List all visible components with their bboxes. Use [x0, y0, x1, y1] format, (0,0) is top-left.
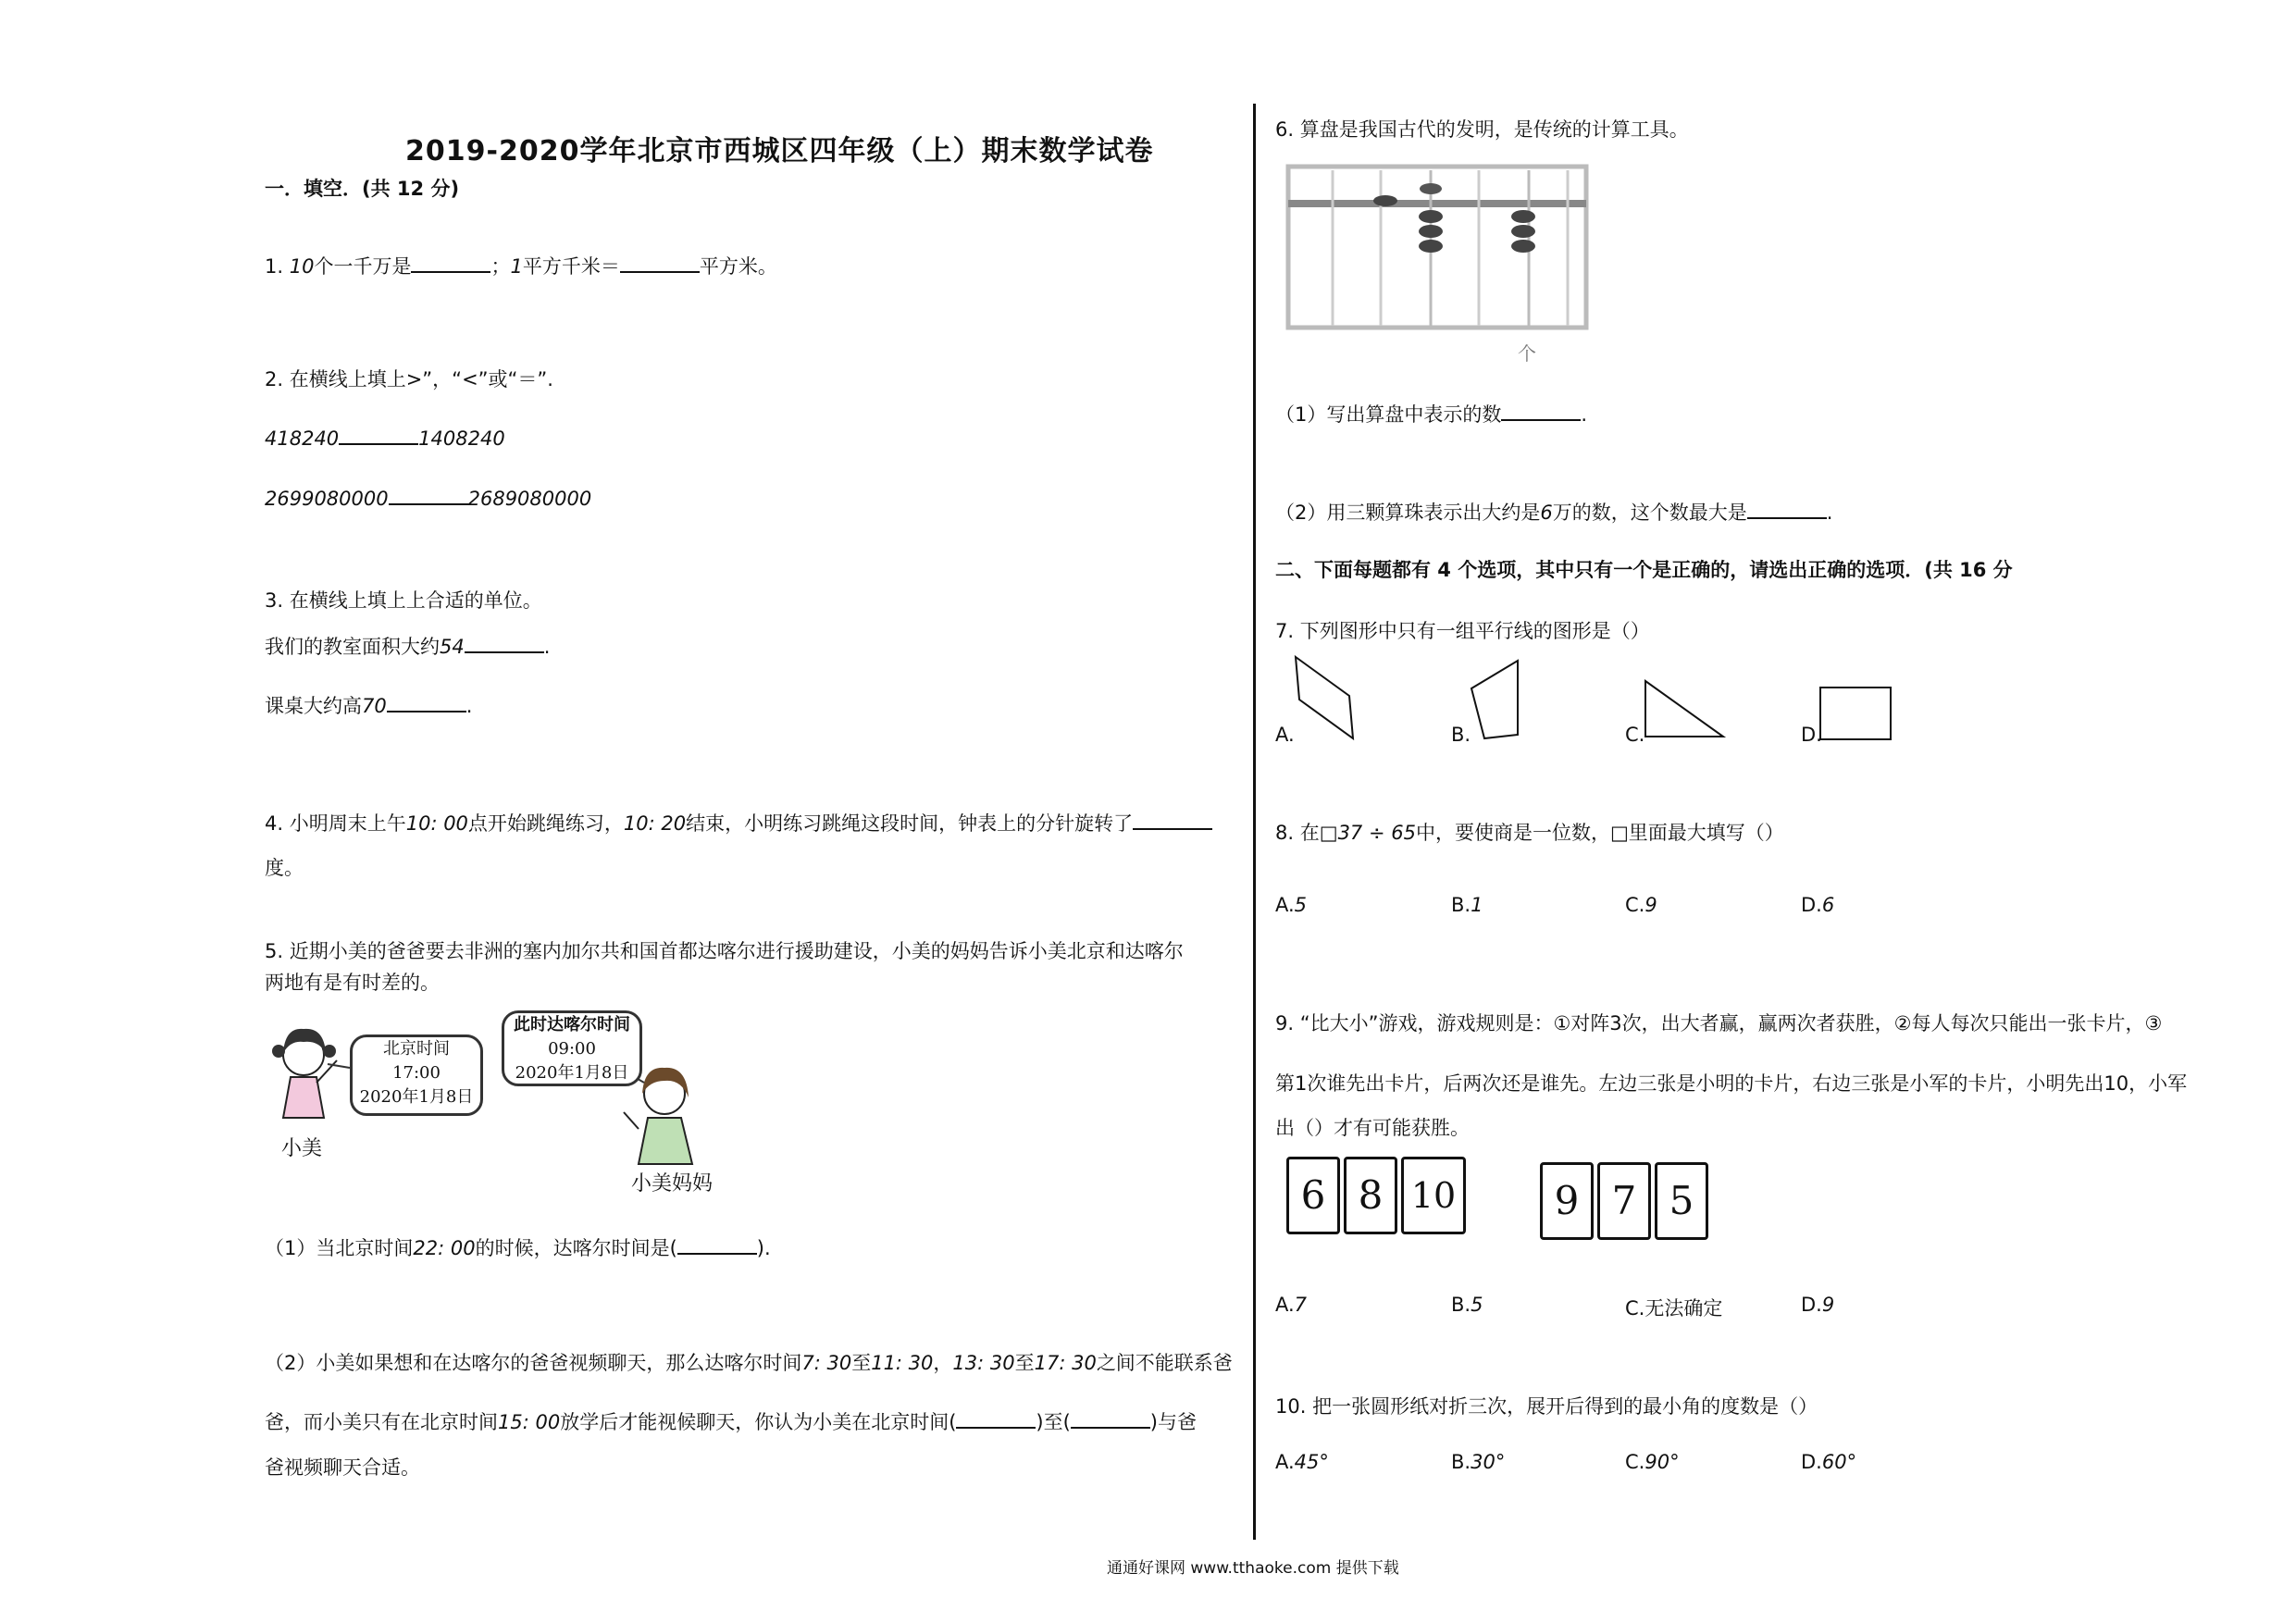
q9-option-b[interactable]: B.5 [1451, 1294, 1483, 1316]
answer-blank[interactable] [389, 485, 468, 505]
rectangle-shape [1818, 685, 1895, 742]
question-4-line-2: 度。 [265, 857, 304, 879]
question-5-sub-2-line-1: （2）小美如果想和在达喀尔的爸爸视频聊天，那么达喀尔时间7: 30至11: 30，13: 30至17: 30之间不能联系爸 [265, 1352, 1233, 1374]
abacus-image [1281, 159, 1595, 370]
page-title: 2019-2020学年北京市西城区四年级（上）期末数学试卷 [405, 135, 1154, 167]
q10-option-d[interactable]: D.60° [1801, 1451, 1857, 1473]
q10-option-b[interactable]: B.30° [1451, 1451, 1506, 1473]
q7-option-c[interactable]: C. [1625, 724, 1645, 746]
question-6-sub-2: （2）用三颗算珠表示出大约是6万的数，这个数最大是 . [1275, 498, 1832, 526]
question-2-line-2: 2699080000 2689080000 [265, 485, 591, 510]
section-1-heading: 一．填空．(共 12 分) [265, 178, 460, 200]
question-2-stem: 2. 在横线上填上>”，“<”或“＝”. [265, 368, 553, 390]
card: 8 [1344, 1157, 1397, 1234]
question-5-sub-2-line-3: 爸视频聊天合适。 [265, 1456, 420, 1479]
answer-blank[interactable] [1133, 810, 1212, 830]
answer-blank[interactable] [620, 253, 700, 273]
answer-blank[interactable] [387, 692, 466, 712]
q8-option-d[interactable]: D.6 [1801, 894, 1835, 916]
q7-option-a[interactable]: A. [1275, 724, 1295, 746]
question-6-sub-1: （1）写出算盘中表示的数 . [1275, 400, 1587, 427]
q9-option-c[interactable]: C.无法确定 [1625, 1297, 1723, 1319]
parallelogram-shape [1292, 653, 1359, 742]
q8-option-c[interactable]: C.9 [1625, 894, 1657, 916]
question-6-stem: 6. 算盘是我国古代的发明，是传统的计算工具。 [1275, 118, 1689, 141]
question-5-line-1: 5. 近期小美的爸爸要去非洲的塞内加尔共和国首都达喀尔进行援助建设，小美的妈妈告诉小美北京和达喀尔 [265, 940, 1184, 962]
question-5-line-2: 两地有是有时差的。 [265, 972, 440, 994]
question-9-line-3: 出（）才有可能获胜。 [1275, 1117, 1470, 1139]
answer-blank[interactable] [339, 425, 418, 445]
q9-option-a[interactable]: A.7 [1275, 1294, 1308, 1316]
q7-option-d[interactable]: D. [1801, 724, 1822, 746]
card: 7 [1597, 1162, 1651, 1240]
answer-blank[interactable] [677, 1234, 757, 1255]
question-3-line-2: 课桌大约高70 . [265, 691, 472, 719]
footer-source: 通通好课网 www.tthaoke.com 提供下载 [1107, 1559, 1399, 1578]
q9-option-d[interactable]: D.9 [1801, 1294, 1835, 1316]
answer-blank[interactable] [411, 253, 490, 273]
card: 5 [1655, 1162, 1708, 1240]
xiaojun-cards [1540, 1162, 1725, 1240]
dakar-time-bubble: 此时达喀尔时间 09:00 2020年1月8日 [502, 1010, 642, 1086]
answer-blank[interactable] [1747, 499, 1827, 519]
question-7-stem: 7. 下列图形中只有一组平行线的图形是（） [1275, 620, 1650, 642]
question-8-stem: 8. 在□37 ÷ 65中，要使商是一位数，□里面最大填写（） [1275, 822, 1784, 844]
q8-option-b[interactable]: B.1 [1451, 894, 1483, 916]
q10-option-a[interactable]: A.45° [1275, 1451, 1329, 1473]
abacus-unit-label: 个 [1518, 342, 1536, 365]
question-4-line-1: 4. 小明周末上午10: 00点开始跳绳练习，10: 20结束，小明练习跳绳这段时间，钟表上的分针旋转了 [265, 809, 1212, 836]
section-2-heading: 二、下面每题都有 4 个选项，其中只有一个是正确的，请选出正确的选项．(共 16 分 [1275, 559, 2013, 581]
card: 10 [1401, 1157, 1466, 1234]
card: 9 [1540, 1162, 1594, 1240]
xiaoming-cards [1286, 1157, 1471, 1234]
q10-option-c[interactable]: C.90° [1625, 1451, 1680, 1473]
answer-blank[interactable] [1071, 1408, 1150, 1429]
column-divider [1253, 104, 1256, 1540]
question-3-line-1: 我们的教室面积大约54 . [265, 632, 550, 660]
question-9-line-2: 第1次谁先出卡片，后两次还是谁先。左边三张是小明的卡片，右边三张是小军的卡片，小明先出10，小军 [1275, 1072, 2188, 1095]
question-5-sub-1: （1）当北京时间22: 00的时候，达喀尔时间是( ). [265, 1233, 771, 1261]
question-1: 1. 10个一千万是 ；1平方千米＝ 平方米。 [265, 252, 777, 279]
card: 6 [1286, 1157, 1340, 1234]
q8-option-a[interactable]: A.5 [1275, 894, 1308, 916]
answer-blank[interactable] [1501, 401, 1581, 421]
name-xiaomei: 小美 [281, 1137, 323, 1160]
answer-blank[interactable] [956, 1408, 1036, 1429]
question-9-line-1: 9. “比大小”游戏，游戏规则是：①对阵3次，出大者赢，赢两次者获胜，②每人每次只能出一张卡片，③ [1275, 1012, 2163, 1035]
question-5-sub-2-line-2: 爸，而小美只有在北京时间15: 00放学后才能视候聊天，你认为小美在北京时间( )至( )与爸 [265, 1407, 1197, 1435]
time-difference-illustration [265, 1009, 714, 1203]
q7-option-b[interactable]: B. [1451, 724, 1471, 746]
answer-blank[interactable] [465, 633, 544, 653]
question-3-stem: 3. 在横线上填上上合适的单位。 [265, 589, 542, 612]
beijing-time-bubble: 北京时间 17:00 2020年1月8日 [350, 1035, 483, 1116]
trapezoid-shape [1466, 657, 1525, 740]
question-2-line-1: 418240 1408240 [265, 425, 505, 450]
question-10-stem: 10. 把一张圆形纸对折三次，展开后得到的最小角的度数是（） [1275, 1395, 1818, 1418]
name-xiaomei-mom: 小美妈妈 [631, 1172, 714, 1196]
triangle-shape [1640, 677, 1729, 742]
